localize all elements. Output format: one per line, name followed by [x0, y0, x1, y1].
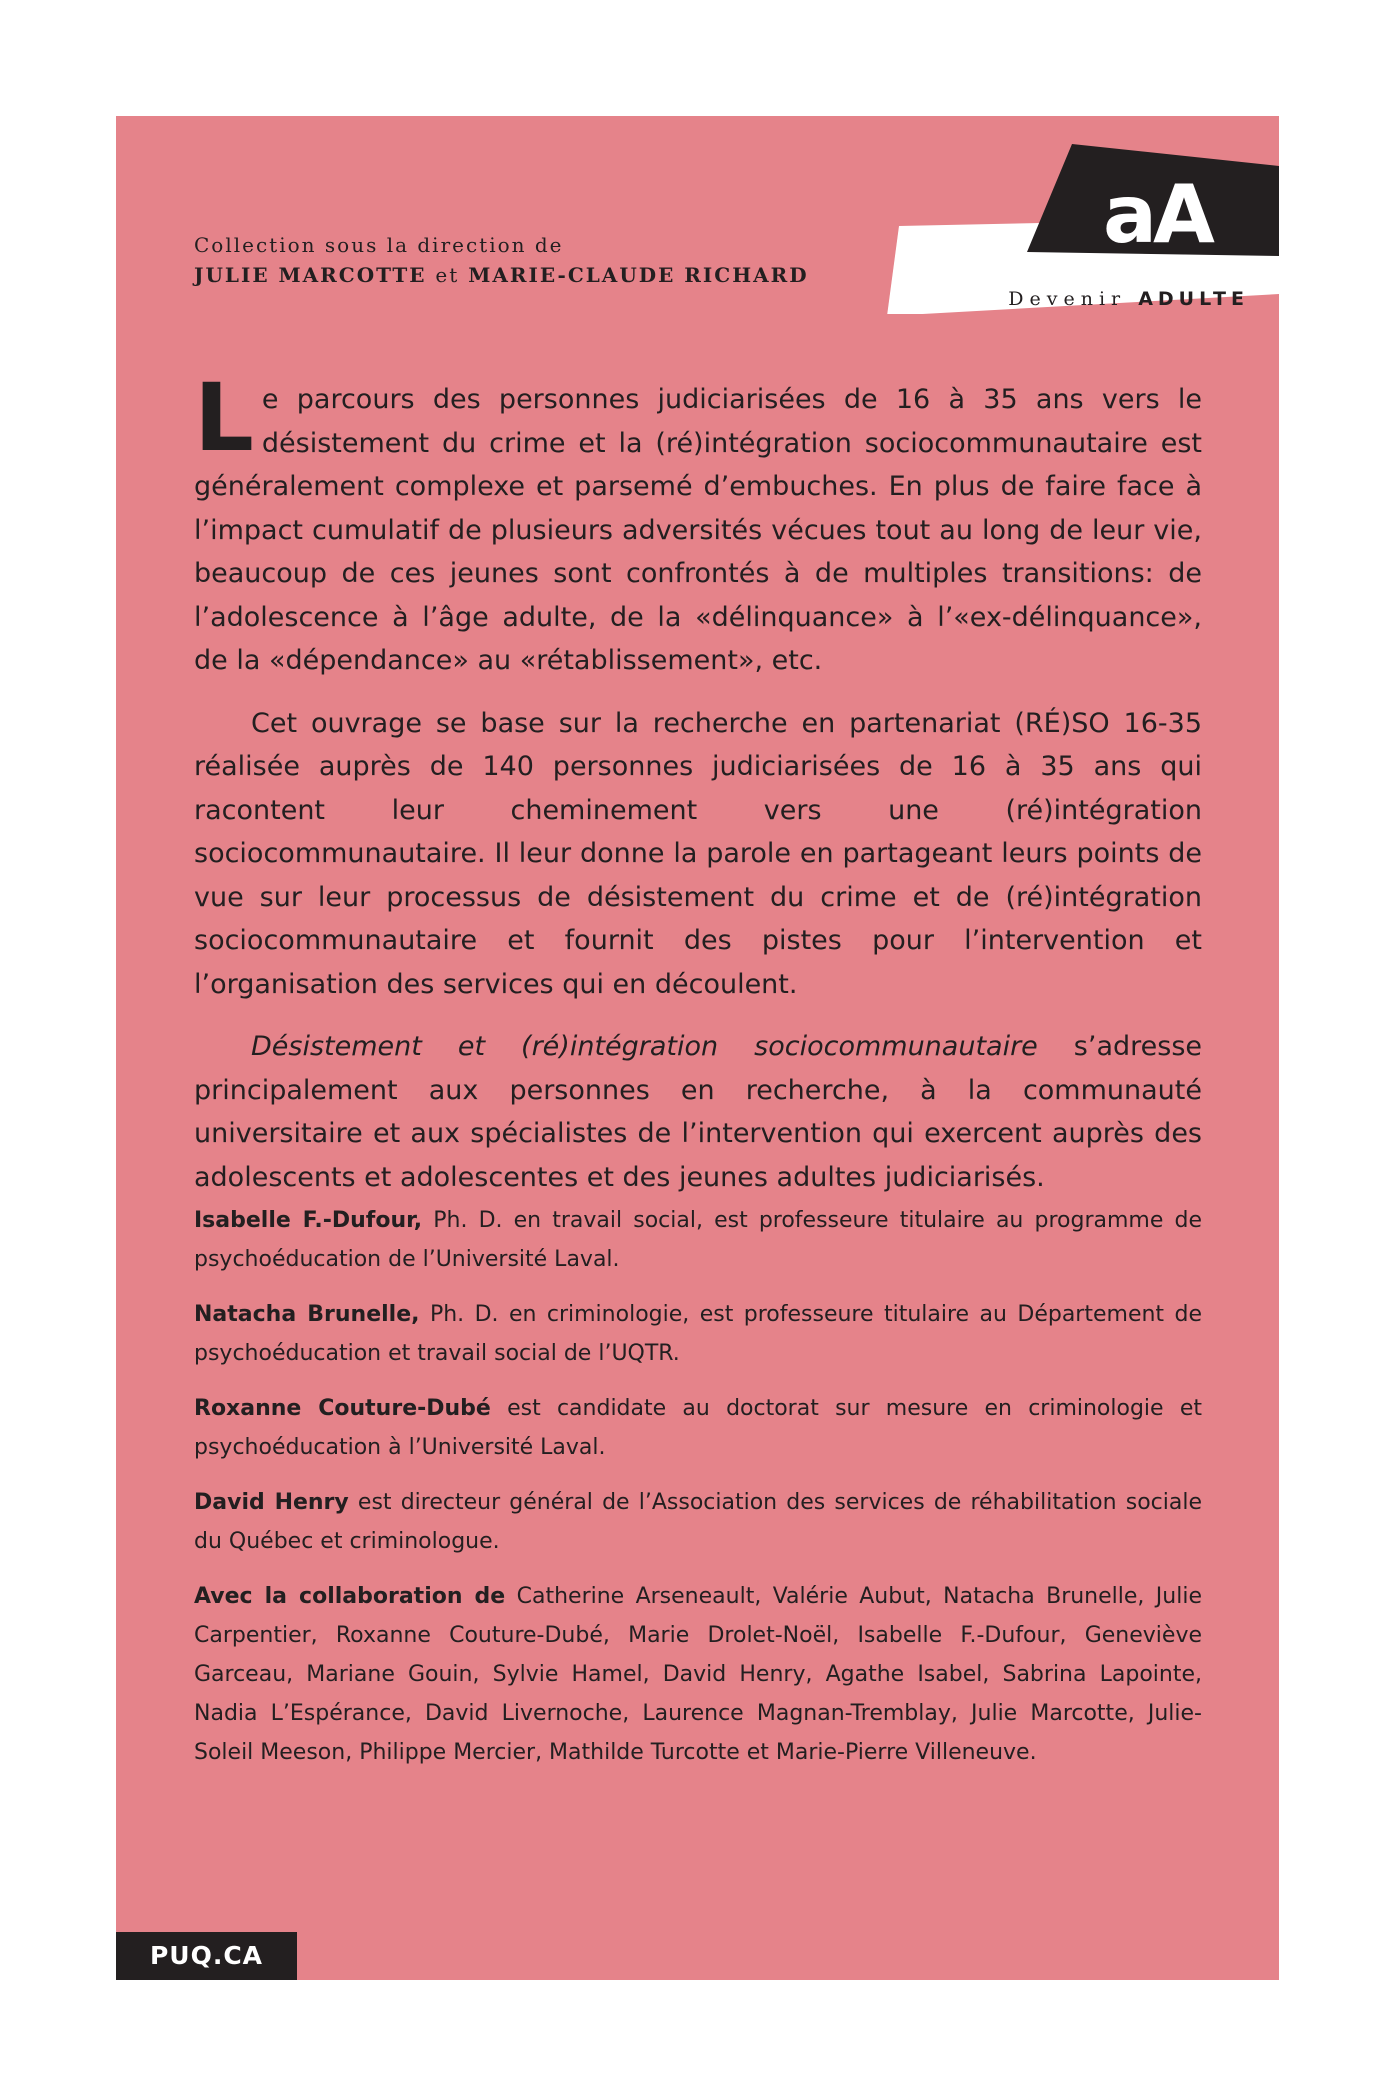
paragraph-text: Cet ouvrage se base sur la recherche en partenariat (RÉ)SO 16-35 réalisée auprès de 140 personnes judiciarisées de 16 à 35 ans qui racontent leur cheminement vers une (ré)intégration sociocommunautaire. Il leur donne la parole en partageant leurs points de vue sur leur processus de désistement du crime et de (ré)intégration sociocommunautaire et fournit des pistes pour l’intervention et l’organisation des services qui en découlent.: [194, 707, 1202, 1000]
collection-directors: [194, 260, 809, 290]
bio-entry: [194, 1201, 1202, 1279]
collaborators-label: Avec la collaboration de: [194, 1584, 506, 1609]
summary-paragraph: [194, 1025, 1202, 1199]
series-name: [899, 288, 1249, 310]
paragraph-text: s’adresse principalement aux personnes en recherche, à la communauté universitaire et aux spécialistes de l’intervention qui exercent auprès des adolescents et adolescentes et des jeunes adultes judiciarisés.: [194, 1031, 1202, 1193]
logo-mark: aA: [1103, 168, 1211, 261]
collection-intro: Collection sous la direction de: [194, 233, 564, 257]
summary-paragraph: [194, 364, 1202, 683]
bio-entry: [194, 1389, 1202, 1467]
book-title: Désistement et (ré)intégration sociocommunautaire: [251, 1031, 1038, 1062]
series-logo: [869, 144, 1279, 314]
bio-name: David Henry: [194, 1490, 349, 1515]
paragraph-text: e parcours des personnes judiciarisées de 16 à 35 ans vers le désistement du crime et la (ré)intégration sociocommunautaire est généralement complexe et parsemé d’embuches. En plus de faire face à l’impact cumulatif de plusieurs adversités vécues tout au long de leur vie, beaucoup de ces jeunes sont confrontés à de multiples transitions: de l’adolescence à l’âge adulte, de la «délinquance» à l’«ex-délinquance», de la «dépendance» au «rétablissement», etc.: [194, 384, 1202, 676]
director-conjunction: et: [435, 263, 460, 287]
director-name: MARIE-CLAUDE RICHARD: [468, 263, 809, 287]
series-word-bold: ADULTE: [1138, 288, 1249, 310]
author-bios: [194, 1201, 1202, 1788]
drop-cap: L: [194, 364, 254, 473]
publisher-url[interactable]: PUQ.CA: [116, 1932, 297, 1980]
summary-text: [194, 364, 1202, 1218]
summary-paragraph: [194, 702, 1202, 1007]
bio-name: Roxanne Couture-Dubé: [194, 1396, 491, 1421]
bio-text: est directeur général de l’Association des services de réhabilitation sociale du Québec et criminologue.: [194, 1490, 1202, 1554]
collection-credit: [194, 230, 809, 290]
back-cover: [116, 116, 1279, 1980]
bio-text: Ph. D. en travail social, est professeure titulaire au programme de psychoéducation de l’Université Laval.: [194, 1208, 1202, 1272]
bio-entry: [194, 1483, 1202, 1561]
bio-name: Isabelle F.-Dufour,: [194, 1208, 423, 1233]
bio-entry: [194, 1295, 1202, 1373]
bio-text: est candidate au doctorat sur mesure en criminologie et psychoéducation à l’Université Laval.: [194, 1396, 1202, 1460]
director-name: JULIE MARCOTTE: [194, 263, 427, 287]
collaborators-list: Catherine Arseneault, Valérie Aubut, Natacha Brunelle, Julie Carpentier, Roxanne Couture-Dubé, Marie Drolet-Noël, Isabelle F.-Dufour, Geneviève Garceau, Mariane Gouin, Sylvie Hamel, David Henry, Agathe Isabel, Sabrina Lapointe, Nadia L’Espérance, David Livernoche, Laurence Magnan-Tremblay, Julie Marcotte, Julie-Soleil Meeson, Philippe Mercier, Mathilde Turcotte et Marie-Pierre Villeneuve.: [194, 1584, 1202, 1765]
collaborators-entry: [194, 1577, 1202, 1772]
series-word: Devenir: [1008, 288, 1127, 310]
bio-text: Ph. D. en criminologie, est professeure titulaire au Département de psychoéducation et travail social de l’UQTR.: [194, 1302, 1202, 1366]
bio-name: Natacha Brunelle,: [194, 1302, 420, 1327]
